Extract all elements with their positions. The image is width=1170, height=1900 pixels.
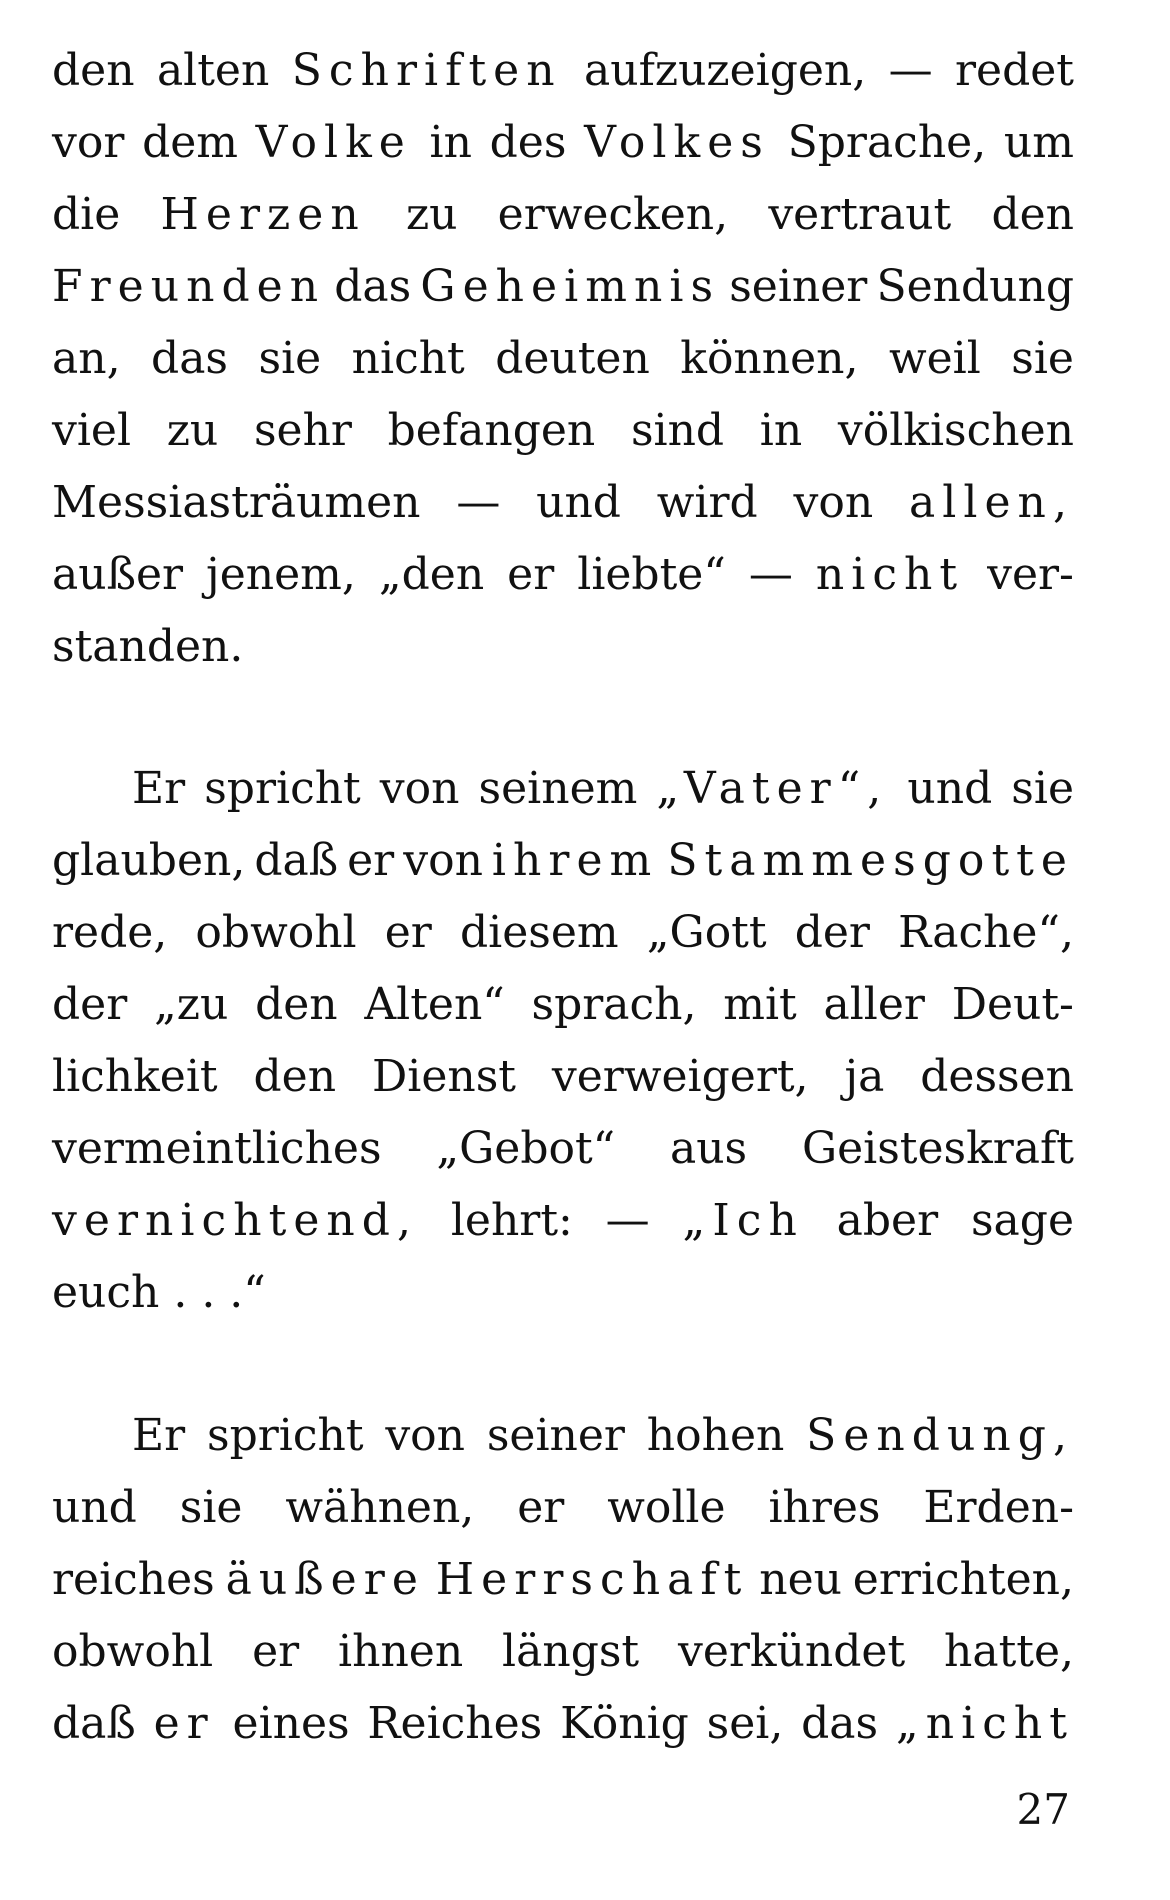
text-line: [52, 1472, 1074, 1544]
word: den: [253, 1051, 337, 1102]
word: den: [991, 189, 1074, 240]
word: sei,: [706, 1698, 784, 1749]
word: glauben,: [52, 835, 246, 886]
paragraph-1: [52, 35, 1074, 683]
word: „zu: [154, 979, 229, 1030]
text-line: [52, 107, 1074, 179]
word: wird: [656, 477, 758, 528]
word: Schriften: [291, 45, 562, 96]
word: daß: [52, 1698, 136, 1749]
word: —: [748, 549, 793, 600]
word: lichkeit: [52, 1051, 218, 1102]
word: ihres: [768, 1482, 881, 1533]
word: reiches: [52, 1554, 215, 1605]
text-line: [52, 467, 1074, 539]
word: an,: [52, 333, 121, 384]
word: Stammesgotte: [667, 835, 1074, 886]
word: aufzuzeigen,: [584, 45, 867, 96]
word: liebte“: [577, 549, 726, 600]
word: vor: [52, 117, 125, 168]
word: und: [52, 1482, 137, 1533]
word: Er: [132, 1410, 186, 1461]
word: von: [385, 1410, 466, 1461]
word: er: [384, 907, 432, 958]
text-line: [52, 1400, 1074, 1472]
word: Volkes: [584, 117, 770, 168]
word: sage: [970, 1195, 1074, 1246]
word: jenem,: [206, 549, 356, 600]
word: und: [907, 763, 993, 814]
word: „Vater“,: [656, 763, 889, 814]
word: Dienst: [371, 1051, 516, 1102]
word: völkischen: [837, 405, 1074, 456]
word: Volke: [255, 117, 412, 168]
word: spricht: [204, 763, 361, 814]
word: äußere: [225, 1554, 425, 1605]
word: ihnen: [338, 1626, 464, 1677]
word: aus: [669, 1123, 748, 1174]
text-line: [52, 1185, 1074, 1257]
word: er: [517, 1482, 565, 1533]
word: Alten“: [364, 979, 505, 1030]
word: längst: [502, 1626, 640, 1677]
word: verweigert,: [551, 1051, 809, 1102]
word: sie: [258, 333, 322, 384]
text-line: [52, 251, 1074, 323]
word: Sendung: [876, 261, 1074, 312]
word: redet: [955, 45, 1074, 96]
text-line: [52, 611, 1074, 683]
word: Reiches: [367, 1698, 543, 1749]
word: mit: [723, 979, 797, 1030]
word: aller: [823, 979, 925, 1030]
text-line: [52, 969, 1074, 1041]
word: von: [793, 477, 874, 528]
text-line: [52, 323, 1074, 395]
word: nicht: [815, 549, 965, 600]
text-line: [52, 825, 1074, 897]
word: Sprache,: [787, 117, 987, 168]
word: sehr: [253, 405, 352, 456]
word: „den: [378, 549, 485, 600]
word: hatte,: [944, 1626, 1074, 1677]
word: obwohl: [52, 1626, 214, 1677]
word: König: [560, 1698, 689, 1749]
word: um: [1003, 117, 1074, 168]
word: den: [52, 45, 135, 96]
word: „Gebot“: [436, 1123, 616, 1174]
word: nicht: [351, 333, 465, 384]
word: außer: [52, 549, 184, 600]
word: vernichtend,: [52, 1195, 419, 1246]
word: und: [536, 477, 621, 528]
word: ja: [844, 1051, 885, 1102]
word: den: [255, 979, 338, 1030]
word: aber: [836, 1195, 939, 1246]
word: Freunden: [52, 261, 326, 312]
word: er: [153, 1698, 215, 1749]
word: rede,: [52, 907, 168, 958]
text-line: [52, 1688, 1074, 1760]
word: sie: [1011, 333, 1074, 384]
word: Messiasträumen: [52, 477, 421, 528]
word: der: [794, 907, 870, 958]
word: „Gott: [646, 907, 767, 958]
word: seinem: [478, 763, 638, 814]
paragraph-3: [52, 1400, 1074, 1760]
word: eines: [232, 1698, 350, 1749]
word: vermeintliches: [52, 1123, 382, 1174]
word: das: [334, 261, 412, 312]
word: er: [507, 549, 555, 600]
word: seiner: [729, 261, 868, 312]
word: er: [347, 835, 395, 886]
word: in: [429, 117, 472, 168]
word: wolle: [607, 1482, 726, 1533]
text-line: [52, 539, 1074, 611]
text-line: [52, 753, 1074, 825]
word: euch . . .“: [52, 1267, 266, 1318]
text-line: [52, 1041, 1074, 1113]
text-line: [52, 1616, 1074, 1688]
word: dessen: [920, 1051, 1074, 1102]
word: verkündet: [678, 1626, 906, 1677]
word: standen.: [52, 621, 244, 672]
word: von: [379, 763, 460, 814]
word: können,: [680, 333, 859, 384]
word: lehrt:: [450, 1195, 573, 1246]
word: daß: [254, 835, 339, 886]
word: Rache“,: [898, 907, 1074, 958]
text-line: [52, 1113, 1074, 1185]
word: des: [489, 117, 567, 168]
word: in: [759, 405, 803, 456]
word: dem: [142, 117, 238, 168]
word: das: [151, 333, 229, 384]
word: Deut-: [951, 979, 1074, 1030]
word: neu: [759, 1554, 842, 1605]
word: der: [52, 979, 128, 1030]
word: ver-: [987, 549, 1074, 600]
word: ihrem: [491, 835, 659, 886]
text-line: [52, 897, 1074, 969]
word: allen,: [908, 477, 1074, 528]
word: —: [456, 477, 501, 528]
word: er: [252, 1626, 300, 1677]
text-line: [52, 179, 1074, 251]
word: Herzen: [160, 189, 366, 240]
word: hohen: [646, 1410, 785, 1461]
word: sind: [630, 405, 725, 456]
word: die: [52, 189, 121, 240]
word: Erden-: [923, 1482, 1074, 1533]
word: deuten: [495, 333, 650, 384]
word: viel: [52, 405, 132, 456]
word: Herrschaft: [435, 1554, 749, 1605]
word: Geheimnis: [420, 261, 721, 312]
text-line: [52, 1544, 1074, 1616]
word: alten: [156, 45, 270, 96]
text-line: [52, 395, 1074, 467]
word: seiner: [486, 1410, 625, 1461]
word: sie: [1011, 763, 1074, 814]
word: —: [605, 1195, 650, 1246]
word: Geisteskraft: [801, 1123, 1074, 1174]
word: —: [888, 45, 933, 96]
word: vertraut: [768, 189, 952, 240]
word: wähnen,: [285, 1482, 475, 1533]
text-line: [52, 1257, 1074, 1329]
word: zu: [405, 189, 458, 240]
page-number: 27: [1016, 1785, 1070, 1834]
word: sprach,: [531, 979, 697, 1030]
word: weil: [888, 333, 981, 384]
word: spricht: [206, 1410, 364, 1461]
word: zu: [166, 405, 219, 456]
text-line: [52, 35, 1074, 107]
paragraph-2: [52, 753, 1074, 1329]
word: obwohl: [195, 907, 357, 958]
word: diesem: [459, 907, 619, 958]
word: errichten,: [852, 1554, 1074, 1605]
word: sie: [179, 1482, 243, 1533]
word: „nicht: [895, 1698, 1074, 1749]
word: befangen: [387, 405, 596, 456]
word: Sendung,: [806, 1410, 1074, 1461]
word: Er: [132, 763, 186, 814]
word: das: [801, 1698, 879, 1749]
word: erwecken,: [497, 189, 729, 240]
word: von: [403, 835, 483, 886]
word: „Ich: [682, 1195, 804, 1246]
